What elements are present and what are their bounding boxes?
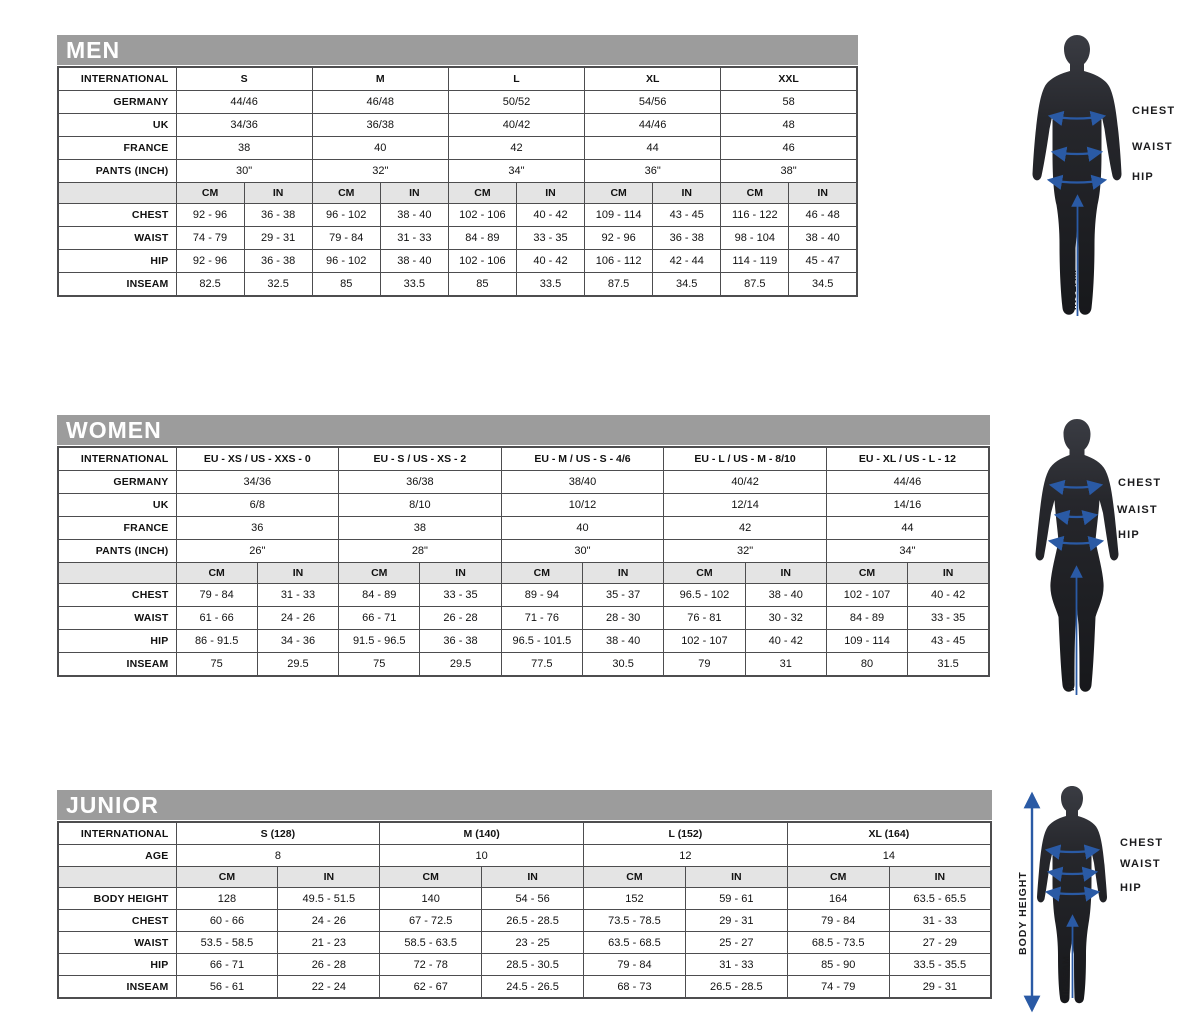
- women-section: [57, 415, 990, 677]
- value-cell: 58.5 - 63.5: [380, 932, 482, 954]
- value-cell: 61 - 66: [176, 607, 257, 630]
- row-label: INTERNATIONAL: [58, 447, 176, 471]
- value-cell: 56 - 61: [176, 976, 278, 999]
- size-cell: 42: [448, 137, 584, 160]
- table-row: [58, 630, 989, 653]
- value-cell: 24 - 26: [257, 607, 338, 630]
- value-cell: 77.5: [501, 653, 582, 677]
- value-cell: 74 - 79: [787, 976, 889, 999]
- unit-cell: CM: [176, 183, 244, 204]
- unit-cell: IN: [745, 563, 826, 584]
- value-cell: 49.5 - 51.5: [278, 888, 380, 910]
- size-cell: 34/36: [176, 114, 312, 137]
- value-cell: 42 - 44: [653, 250, 721, 273]
- value-cell: 33.5: [380, 273, 448, 297]
- value-cell: 87.5: [585, 273, 653, 297]
- unit-cell: IN: [653, 183, 721, 204]
- unit-cell: CM: [448, 183, 516, 204]
- size-cell: M (140): [380, 822, 584, 845]
- value-cell: 33 - 35: [420, 584, 501, 607]
- value-cell: 84 - 89: [826, 607, 907, 630]
- size-cell: 26": [176, 540, 339, 563]
- unit-cell: CM: [585, 183, 653, 204]
- value-cell: 31 - 33: [257, 584, 338, 607]
- row-label: PANTS (INCH): [58, 160, 176, 183]
- unit-header-row: [58, 183, 857, 204]
- size-cell: 58: [721, 91, 857, 114]
- value-cell: 30.5: [582, 653, 663, 677]
- unit-cell: CM: [176, 563, 257, 584]
- value-cell: 79 - 84: [176, 584, 257, 607]
- value-cell: 33 - 35: [908, 607, 989, 630]
- size-cell: 34": [448, 160, 584, 183]
- value-cell: 36 - 38: [244, 204, 312, 227]
- size-cell: 46/48: [312, 91, 448, 114]
- value-cell: 85: [448, 273, 516, 297]
- value-cell: 109 - 114: [585, 204, 653, 227]
- size-cell: 40: [312, 137, 448, 160]
- women-title-bar: [57, 415, 990, 445]
- hip-label: HIP: [1118, 529, 1140, 541]
- value-cell: 89 - 94: [501, 584, 582, 607]
- size-cell: 8: [176, 845, 380, 867]
- value-cell: 68.5 - 73.5: [787, 932, 889, 954]
- value-cell: 29 - 31: [889, 976, 991, 999]
- value-cell: 28 - 30: [582, 607, 663, 630]
- row-label: HIP: [58, 954, 176, 976]
- body-height-label: BODY HEIGHT: [1017, 871, 1029, 955]
- value-cell: 73.5 - 78.5: [584, 910, 686, 932]
- women-body-figure: [1032, 417, 1182, 705]
- value-cell: 26.5 - 28.5: [685, 976, 787, 999]
- row-label: INTERNATIONAL: [58, 67, 176, 91]
- size-cell: 36/38: [339, 471, 502, 494]
- waist-label: WAIST: [1132, 141, 1173, 153]
- value-cell: 102 - 107: [664, 630, 745, 653]
- value-cell: 31 - 33: [685, 954, 787, 976]
- value-cell: 76 - 81: [664, 607, 745, 630]
- value-cell: 31 - 33: [380, 227, 448, 250]
- value-cell: 43 - 45: [908, 630, 989, 653]
- unit-cell: IN: [244, 183, 312, 204]
- value-cell: 38 - 40: [380, 250, 448, 273]
- value-cell: 128: [176, 888, 278, 910]
- unit-cell: CM: [312, 183, 380, 204]
- unit-cell: CM: [787, 867, 889, 888]
- value-cell: 60 - 66: [176, 910, 278, 932]
- row-label: GERMANY: [58, 91, 176, 114]
- value-cell: 102 - 106: [448, 204, 516, 227]
- row-label: PANTS (INCH): [58, 540, 176, 563]
- value-cell: 84 - 89: [339, 584, 420, 607]
- row-label: CHEST: [58, 584, 176, 607]
- women-section-title: WOMEN: [66, 417, 162, 443]
- value-cell: 38 - 40: [789, 227, 857, 250]
- value-cell: 53.5 - 58.5: [176, 932, 278, 954]
- value-cell: 66 - 71: [176, 954, 278, 976]
- size-cell: 40/42: [664, 471, 827, 494]
- row-label: WAIST: [58, 607, 176, 630]
- size-cell: 44/46: [585, 114, 721, 137]
- junior-silhouette-graphic: [1015, 784, 1182, 1030]
- value-cell: 40 - 42: [516, 250, 584, 273]
- value-cell: 46 - 48: [789, 204, 857, 227]
- size-cell: 34/36: [176, 471, 339, 494]
- size-cell: 38: [176, 137, 312, 160]
- unit-cell: IN: [789, 183, 857, 204]
- men-title-bar: [57, 35, 858, 65]
- unit-cell: IN: [380, 183, 448, 204]
- value-cell: 80: [826, 653, 907, 677]
- value-cell: 45 - 47: [789, 250, 857, 273]
- size-cell: 44/46: [176, 91, 312, 114]
- row-label: INSEAM: [58, 653, 176, 677]
- value-cell: 102 - 106: [448, 250, 516, 273]
- inseam-label: INSEAM: [1066, 650, 1077, 691]
- value-cell: 75: [176, 653, 257, 677]
- men-section-title: MEN: [66, 37, 121, 63]
- row-label: UK: [58, 494, 176, 517]
- size-cell: 8/10: [339, 494, 502, 517]
- value-cell: 38 - 40: [745, 584, 826, 607]
- table-row: [58, 91, 857, 114]
- table-row: [58, 204, 857, 227]
- value-cell: 62 - 67: [380, 976, 482, 999]
- size-cell: 30": [501, 540, 664, 563]
- row-label: WAIST: [58, 932, 176, 954]
- value-cell: 92 - 96: [585, 227, 653, 250]
- value-cell: 28.5 - 30.5: [482, 954, 584, 976]
- size-cell: L (152): [584, 822, 788, 845]
- value-cell: 29 - 31: [244, 227, 312, 250]
- unit-cell: CM: [339, 563, 420, 584]
- value-cell: 63.5 - 65.5: [889, 888, 991, 910]
- men-silhouette-graphic: [1032, 33, 1182, 325]
- value-cell: 33.5: [516, 273, 584, 297]
- row-label: INTERNATIONAL: [58, 822, 176, 845]
- value-cell: 72 - 78: [380, 954, 482, 976]
- value-cell: 38 - 40: [582, 630, 663, 653]
- value-cell: 86 - 91.5: [176, 630, 257, 653]
- size-cell: XL (164): [787, 822, 991, 845]
- size-cell: XXL: [721, 67, 857, 91]
- row-label: INSEAM: [58, 273, 176, 297]
- men-size-table: [57, 66, 858, 297]
- inseam-label: INSEAM: [1061, 955, 1072, 996]
- value-cell: 85 - 90: [787, 954, 889, 976]
- value-cell: 21 - 23: [278, 932, 380, 954]
- table-row: [58, 114, 857, 137]
- table-row: [58, 494, 989, 517]
- value-cell: 29.5: [420, 653, 501, 677]
- value-cell: 24.5 - 26.5: [482, 976, 584, 999]
- size-cell: 40/42: [448, 114, 584, 137]
- size-cell: 36": [585, 160, 721, 183]
- value-cell: 40 - 42: [516, 204, 584, 227]
- men-section: [57, 35, 858, 297]
- value-cell: 79: [664, 653, 745, 677]
- unit-cell: CM: [501, 563, 582, 584]
- size-cell: 32": [664, 540, 827, 563]
- unit-cell: CM: [380, 867, 482, 888]
- unit-cell: IN: [257, 563, 338, 584]
- unit-cell: IN: [889, 867, 991, 888]
- size-cell: 36/38: [312, 114, 448, 137]
- row-label: CHEST: [58, 204, 176, 227]
- unit-cell: IN: [582, 563, 663, 584]
- table-row: [58, 822, 991, 845]
- unit-cell: IN: [278, 867, 380, 888]
- table-row: [58, 227, 857, 250]
- row-label: UK: [58, 114, 176, 137]
- unit-cell: CM: [176, 867, 278, 888]
- value-cell: 75: [339, 653, 420, 677]
- value-cell: 59 - 61: [685, 888, 787, 910]
- value-cell: 27 - 29: [889, 932, 991, 954]
- unit-row-label: [58, 563, 176, 584]
- table-row: [58, 607, 989, 630]
- value-cell: 33.5 - 35.5: [889, 954, 991, 976]
- value-cell: 96.5 - 101.5: [501, 630, 582, 653]
- size-cell: 46: [721, 137, 857, 160]
- value-cell: 84 - 89: [448, 227, 516, 250]
- value-cell: 31.5: [908, 653, 989, 677]
- value-cell: 98 - 104: [721, 227, 789, 250]
- value-cell: 92 - 96: [176, 204, 244, 227]
- unit-cell: CM: [584, 867, 686, 888]
- table-row: [58, 976, 991, 999]
- value-cell: 38 - 40: [380, 204, 448, 227]
- size-cell: M: [312, 67, 448, 91]
- size-cell: 48: [721, 114, 857, 137]
- value-cell: 34.5: [653, 273, 721, 297]
- unit-cell: IN: [516, 183, 584, 204]
- size-cell: 12/14: [664, 494, 827, 517]
- row-label: GERMANY: [58, 471, 176, 494]
- size-cell: EU - L / US - M - 8/10: [664, 447, 827, 471]
- value-cell: 114 - 119: [721, 250, 789, 273]
- size-cell: 50/52: [448, 91, 584, 114]
- value-cell: 92 - 96: [176, 250, 244, 273]
- size-cell: 12: [584, 845, 788, 867]
- row-label: CHEST: [58, 910, 176, 932]
- value-cell: 66 - 71: [339, 607, 420, 630]
- size-cell: 40: [501, 517, 664, 540]
- chest-label: CHEST: [1132, 105, 1176, 117]
- size-cell: L: [448, 67, 584, 91]
- size-cell: 6/8: [176, 494, 339, 517]
- value-cell: 40 - 42: [908, 584, 989, 607]
- size-cell: EU - XL / US - L - 12: [826, 447, 989, 471]
- value-cell: 140: [380, 888, 482, 910]
- value-cell: 34.5: [789, 273, 857, 297]
- value-cell: 36 - 38: [244, 250, 312, 273]
- row-label: INSEAM: [58, 976, 176, 999]
- value-cell: 71 - 76: [501, 607, 582, 630]
- table-row: [58, 910, 991, 932]
- size-cell: S (128): [176, 822, 380, 845]
- size-cell: 42: [664, 517, 827, 540]
- value-cell: 22 - 24: [278, 976, 380, 999]
- value-cell: 26 - 28: [278, 954, 380, 976]
- table-row: [58, 273, 857, 297]
- size-cell: 34": [826, 540, 989, 563]
- value-cell: 29 - 31: [685, 910, 787, 932]
- value-cell: 82.5: [176, 273, 244, 297]
- size-cell: 14: [787, 845, 991, 867]
- value-cell: 32.5: [244, 273, 312, 297]
- table-row: [58, 888, 991, 910]
- value-cell: 85: [312, 273, 380, 297]
- table-row: [58, 160, 857, 183]
- table-row: [58, 653, 989, 677]
- table-row: [58, 471, 989, 494]
- value-cell: 31: [745, 653, 826, 677]
- size-cell: 10/12: [501, 494, 664, 517]
- size-cell: 38": [721, 160, 857, 183]
- size-cell: S: [176, 67, 312, 91]
- value-cell: 116 - 122: [721, 204, 789, 227]
- value-cell: 152: [584, 888, 686, 910]
- size-cell: 28": [339, 540, 502, 563]
- value-cell: 30 - 32: [745, 607, 826, 630]
- size-cell: 44: [826, 517, 989, 540]
- chest-label: CHEST: [1120, 837, 1164, 849]
- row-label: HIP: [58, 250, 176, 273]
- value-cell: 43 - 45: [653, 204, 721, 227]
- value-cell: 96 - 102: [312, 204, 380, 227]
- table-row: [58, 540, 989, 563]
- unit-row-label: [58, 183, 176, 204]
- size-cell: 30": [176, 160, 312, 183]
- unit-cell: IN: [685, 867, 787, 888]
- value-cell: 74 - 79: [176, 227, 244, 250]
- value-cell: 68 - 73: [584, 976, 686, 999]
- row-label: FRANCE: [58, 137, 176, 160]
- value-cell: 35 - 37: [582, 584, 663, 607]
- size-cell: EU - M / US - S - 4/6: [501, 447, 664, 471]
- size-cell: EU - S / US - XS - 2: [339, 447, 502, 471]
- size-cell: 38/40: [501, 471, 664, 494]
- size-cell: EU - XS / US - XXS - 0: [176, 447, 339, 471]
- waist-label: WAIST: [1120, 858, 1161, 870]
- value-cell: 87.5: [721, 273, 789, 297]
- chest-label: CHEST: [1118, 477, 1162, 489]
- value-cell: 79 - 84: [584, 954, 686, 976]
- value-cell: 23 - 25: [482, 932, 584, 954]
- value-cell: 36 - 38: [653, 227, 721, 250]
- junior-body-figure: [1015, 784, 1182, 1030]
- unit-cell: CM: [826, 563, 907, 584]
- hip-label: HIP: [1120, 882, 1142, 894]
- junior-size-table: [57, 821, 992, 999]
- junior-section: [57, 790, 992, 999]
- value-cell: 109 - 114: [826, 630, 907, 653]
- table-row: [58, 517, 989, 540]
- unit-cell: IN: [908, 563, 989, 584]
- row-label: AGE: [58, 845, 176, 867]
- size-cell: 10: [380, 845, 584, 867]
- row-label: HIP: [58, 630, 176, 653]
- men-body-figure: [1032, 33, 1182, 325]
- size-cell: 44: [585, 137, 721, 160]
- value-cell: 79 - 84: [312, 227, 380, 250]
- value-cell: 67 - 72.5: [380, 910, 482, 932]
- value-cell: 91.5 - 96.5: [339, 630, 420, 653]
- unit-cell: IN: [482, 867, 584, 888]
- table-row: [58, 137, 857, 160]
- size-cell: 44/46: [826, 471, 989, 494]
- value-cell: 106 - 112: [585, 250, 653, 273]
- value-cell: 102 - 107: [826, 584, 907, 607]
- row-label: BODY HEIGHT: [58, 888, 176, 910]
- size-cell: 38: [339, 517, 502, 540]
- table-row: [58, 67, 857, 91]
- size-cell: 36: [176, 517, 339, 540]
- unit-row-label: [58, 867, 176, 888]
- table-row: [58, 584, 989, 607]
- size-cell: 54/56: [585, 91, 721, 114]
- value-cell: 29.5: [257, 653, 338, 677]
- value-cell: 26 - 28: [420, 607, 501, 630]
- junior-section-title: JUNIOR: [66, 792, 159, 818]
- value-cell: 79 - 84: [787, 910, 889, 932]
- size-cell: 14/16: [826, 494, 989, 517]
- value-cell: 26.5 - 28.5: [482, 910, 584, 932]
- value-cell: 54 - 56: [482, 888, 584, 910]
- unit-header-row: [58, 563, 989, 584]
- hip-label: HIP: [1132, 171, 1154, 183]
- value-cell: 36 - 38: [420, 630, 501, 653]
- table-row: [58, 447, 989, 471]
- row-label: FRANCE: [58, 517, 176, 540]
- table-row: [58, 845, 991, 867]
- value-cell: 25 - 27: [685, 932, 787, 954]
- value-cell: 40 - 42: [745, 630, 826, 653]
- waist-label: WAIST: [1117, 504, 1158, 516]
- table-row: [58, 250, 857, 273]
- unit-cell: CM: [721, 183, 789, 204]
- value-cell: 164: [787, 888, 889, 910]
- value-cell: 24 - 26: [278, 910, 380, 932]
- value-cell: 33 - 35: [516, 227, 584, 250]
- unit-cell: CM: [664, 563, 745, 584]
- women-size-table: [57, 446, 990, 677]
- value-cell: 96 - 102: [312, 250, 380, 273]
- size-cell: XL: [585, 67, 721, 91]
- value-cell: 34 - 36: [257, 630, 338, 653]
- value-cell: 96.5 - 102: [664, 584, 745, 607]
- value-cell: 63.5 - 68.5: [584, 932, 686, 954]
- size-cell: 32": [312, 160, 448, 183]
- row-label: WAIST: [58, 227, 176, 250]
- table-row: [58, 954, 991, 976]
- junior-title-bar: [57, 790, 992, 820]
- women-silhouette-graphic: [1032, 417, 1182, 705]
- value-cell: 31 - 33: [889, 910, 991, 932]
- unit-header-row: [58, 867, 991, 888]
- table-row: [58, 932, 991, 954]
- inseam-label: INSEAM: [1068, 269, 1079, 310]
- unit-cell: IN: [420, 563, 501, 584]
